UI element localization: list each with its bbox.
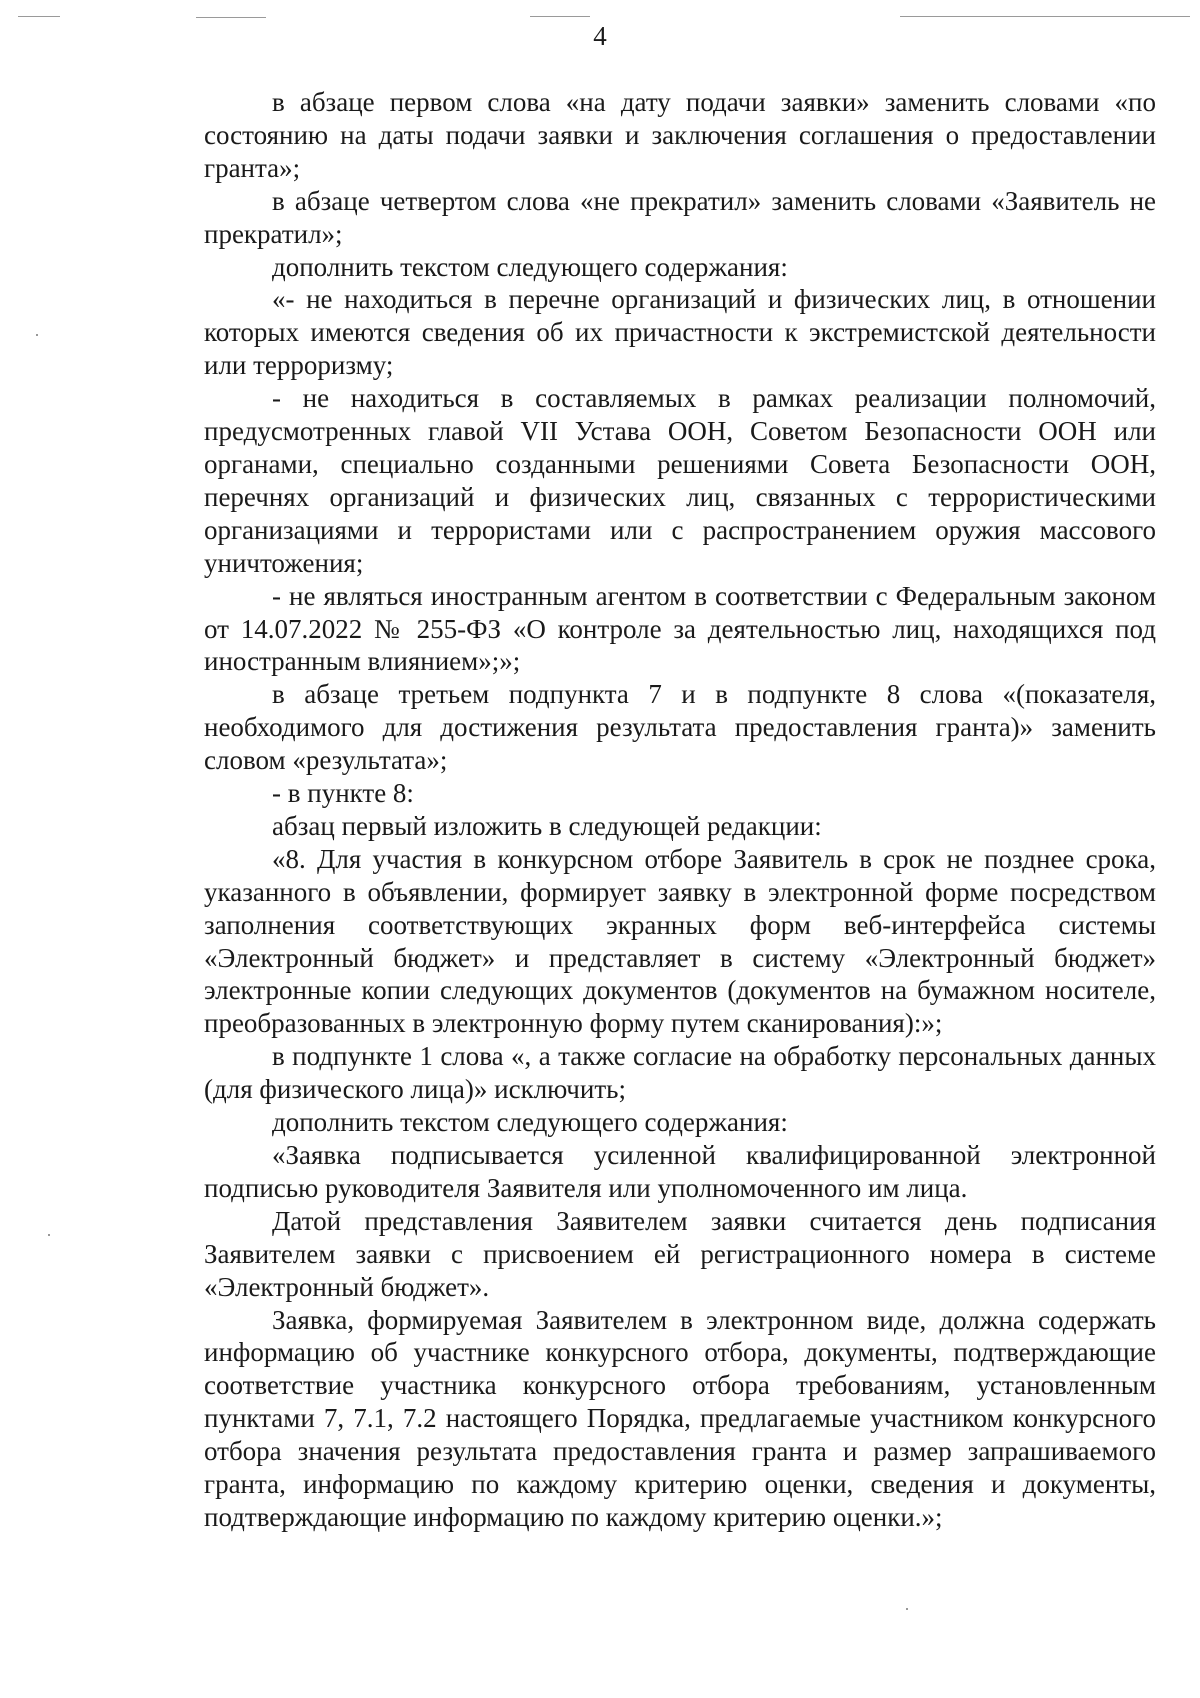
- paragraph-12: дополнить текстом следующего содержания:: [272, 1107, 788, 1138]
- paragraph-11: в подпункте 1 слова «, а также согласие на обработку персональных данных (для физического лица)» исключить;: [204, 1041, 1156, 1105]
- scan-artifact-top-left: [18, 16, 60, 17]
- paragraph-9: абзац первый изложить в следующей редакции:: [272, 810, 822, 841]
- paragraph-15: Заявка, формируемая Заявителем в электронном виде, должна содержать информацию об участнике конкурсного отбора, документы, подтверждающие соответствие участника конкурсного отбора требованиям, установленным пунктами 7, 7.1, 7.2 настоящего Порядка, предлагаемые участником конкурсного отбора значения результата предоставления гранта и размер запрашиваемого гранта, информацию по каждому критерию оценки, сведения и документы, подтверждающие информацию по каждому критерию оценки.»;: [204, 1304, 1156, 1532]
- scan-dot: [906, 1608, 908, 1610]
- scan-dot: [36, 334, 38, 336]
- paragraph-1: в абзаце первом слова «на дату подачи заявки» заменить словами «по состоянию на даты подачи заявки и заключения соглашения о предоставлении гранта»;: [204, 87, 1156, 183]
- paragraph-8: - в пункте 8:: [272, 778, 414, 809]
- paragraph-13: «Заявка подписывается усиленной квалифицированной электронной подписью руководителя Заявителя или уполномоченного им лица.: [204, 1140, 1156, 1203]
- scan-dot: [48, 1234, 50, 1236]
- paragraph-5: - не находиться в составляемых в рамках реализации полномочий, предусмотренных главой VII Устава ООН, Советом Безопасности ООН или органами, специально созданными решениями Совета Безопасности ООН, перечнях организаций и физических лиц, связанных с террористическими организациями и террористами или с распространением оружия массового уничтожения;: [204, 383, 1156, 578]
- scan-artifact-top-3: [900, 16, 1190, 17]
- paragraph-4: «- не находиться в перечне организаций и физических лиц, в отношении которых имеются сведения об их причастности к экстремистской деятельности или терроризму;: [204, 284, 1156, 381]
- scan-artifact-top-2: [530, 16, 590, 17]
- paragraph-2: в абзаце четвертом слова «не прекратил» заменить словами «Заявитель не прекратил»;: [204, 185, 1156, 249]
- paragraph-3: дополнить текстом следующего содержания:: [272, 251, 788, 282]
- paragraph-7: в абзаце третьем подпункта 7 и в подпункте 8 слова «(показателя, необходимого для достижения результата предоставления гранта)» заменить словом «результата»;: [204, 679, 1156, 776]
- paragraph-6: - не являться иностранным агентом в соответствии с Федеральным законом от 14.07.2022 № 255-ФЗ «О контроле за деятельностью лиц, находящихся под иностранным влиянием»;»;: [204, 580, 1156, 677]
- paragraph-14: Датой представления Заявителем заявки считается день подписания Заявителем заявки с присвоением ей регистрационного номера в системе «Электронный бюджет».: [204, 1205, 1156, 1302]
- paragraph-10: «8. Для участия в конкурсном отборе Заявитель в срок не позднее срока, указанного в объявлении, формирует заявку в электронной форме посредством заполнения соответствующих экранных форм веб-интерфейса системы «Электронный бюджет» и представляет в систему «Электронный бюджет» электронные копии следующих документов (документов на бумажном носителе, преобразованных в электронную форму путем сканирования):»;: [204, 843, 1156, 1039]
- page-number: 4: [593, 21, 607, 51]
- scan-artifact-top-1: [196, 17, 266, 18]
- document-body: [204, 86, 1156, 1534]
